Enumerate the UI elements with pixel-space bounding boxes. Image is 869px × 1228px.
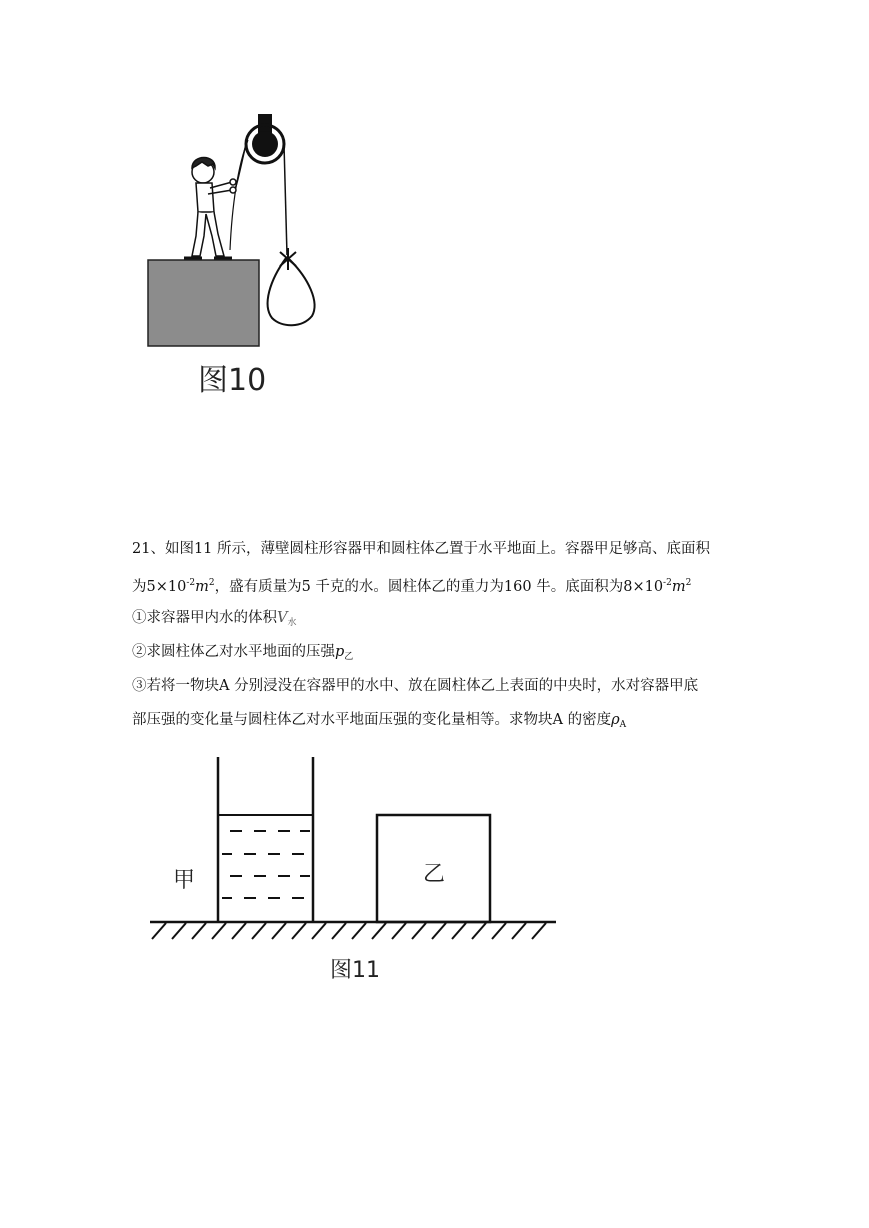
- bag: [268, 258, 315, 325]
- boy: [184, 158, 236, 259]
- water-dashes: [222, 831, 310, 898]
- area-b-value: $8\times 10^{-2}m^2$: [623, 578, 692, 595]
- rope-right: [284, 144, 287, 255]
- var-p-yi: $p_乙$: [335, 644, 354, 662]
- label-yi: 乙: [423, 862, 446, 887]
- figure-11-drawing: [150, 755, 570, 945]
- question-21-line-2: 为$5\times 10^{-2}m^2$，盛有质量为5 千克的水。圆柱体乙的重力为160 牛。底面积为$8\times 10^{-2}m^2$: [132, 578, 692, 595]
- figure-11: [150, 755, 570, 990]
- question-item-1: ①求容器甲内水的体积$V_水$: [132, 610, 297, 628]
- var-v-water: $V_水$: [277, 610, 297, 628]
- question-21-intro: 21、如图11 所示，薄壁圆柱形容器甲和圆柱体乙置于水平地面上。容器甲足够高、底面积: [132, 541, 711, 557]
- figure-10: [140, 110, 340, 400]
- var-rho-a: $\rho_A$: [611, 712, 627, 730]
- question-item-3-line-2: 部压强的变化量与圆柱体乙对水平地面压强的变化量相等。求物块A 的密度$\rho_A$: [132, 712, 627, 730]
- label-jia: 甲: [173, 868, 196, 893]
- ledge-block: [148, 260, 259, 346]
- question-item-2: ②求圆柱体乙对水平地面的压强$p_乙$: [132, 644, 354, 662]
- figure-10-caption: 图10: [198, 363, 267, 398]
- ground-hatching: [152, 923, 546, 939]
- figure-11-caption: 图11: [330, 958, 380, 983]
- figure-10-drawing: [140, 110, 340, 355]
- question-item-3-line-1: ③若将一物块A 分别浸没在容器甲的水中、放在圆柱体乙上表面的中央时，水对容器甲底: [132, 678, 699, 694]
- area-a-value: $5\times 10^{-2}m^2$: [146, 578, 215, 595]
- question-21-line-1: [132, 539, 710, 559]
